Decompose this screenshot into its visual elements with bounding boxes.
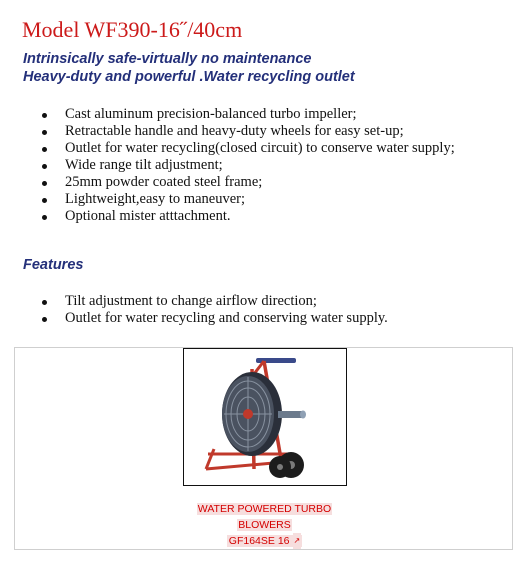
product-model-text: GF164SE 16 [228,535,290,547]
list-item-text: Wide range tilt adjustment; [65,157,223,173]
list-item [40,106,455,123]
product-caption-line1[interactable]: WATER POWERED TURBO [197,503,332,515]
list-item [40,310,388,327]
subtitle-safety: Intrinsically safe-virtually no maintenance [23,51,312,67]
list-item [40,157,455,174]
list-item [40,293,388,310]
bullet-icon [42,147,47,152]
features-list [40,293,388,327]
list-item [40,140,455,157]
list-item-text: Outlet for water recycling(closed circuit) to conserve water supply; [65,140,455,156]
list-item-text: 25mm powder coated steel frame; [65,174,263,190]
bullet-icon [42,300,47,305]
spec-list [40,106,455,225]
product-caption-line3[interactable] [15,533,514,549]
list-item [40,174,455,191]
bullet-icon [42,130,47,135]
turbo-blower-image [184,349,346,485]
list-item [40,123,455,140]
link-icon: ↗ [293,533,302,549]
list-item-text: Lightweight,easy to maneuver; [65,191,245,207]
product-image-link[interactable] [183,348,347,486]
product-caption-line2[interactable]: BLOWERS [238,519,291,531]
list-item-text: Cast aluminum precision-balanced turbo impeller; [65,106,357,122]
bullet-icon [42,113,47,118]
bullet-icon [42,198,47,203]
bullet-icon [42,317,47,322]
subtitle-performance: Heavy-duty and powerful .Water recycling outlet [23,69,355,85]
list-item-text: Optional mister atttachment. [65,208,231,224]
bullet-icon [42,164,47,169]
list-item-text: Tilt adjustment to change airflow direction; [65,293,317,309]
list-item [40,208,455,225]
page-title: Model WF390-16˝/40cm [22,17,243,42]
list-item-text: Retractable handle and heavy-duty wheels for easy set-up; [65,123,404,139]
product-card [14,347,513,550]
bullet-icon [42,215,47,220]
bullet-icon [42,181,47,186]
list-item [40,191,455,208]
list-item-text: Outlet for water recycling and conserving water supply. [65,310,388,326]
features-heading: Features [23,257,84,273]
